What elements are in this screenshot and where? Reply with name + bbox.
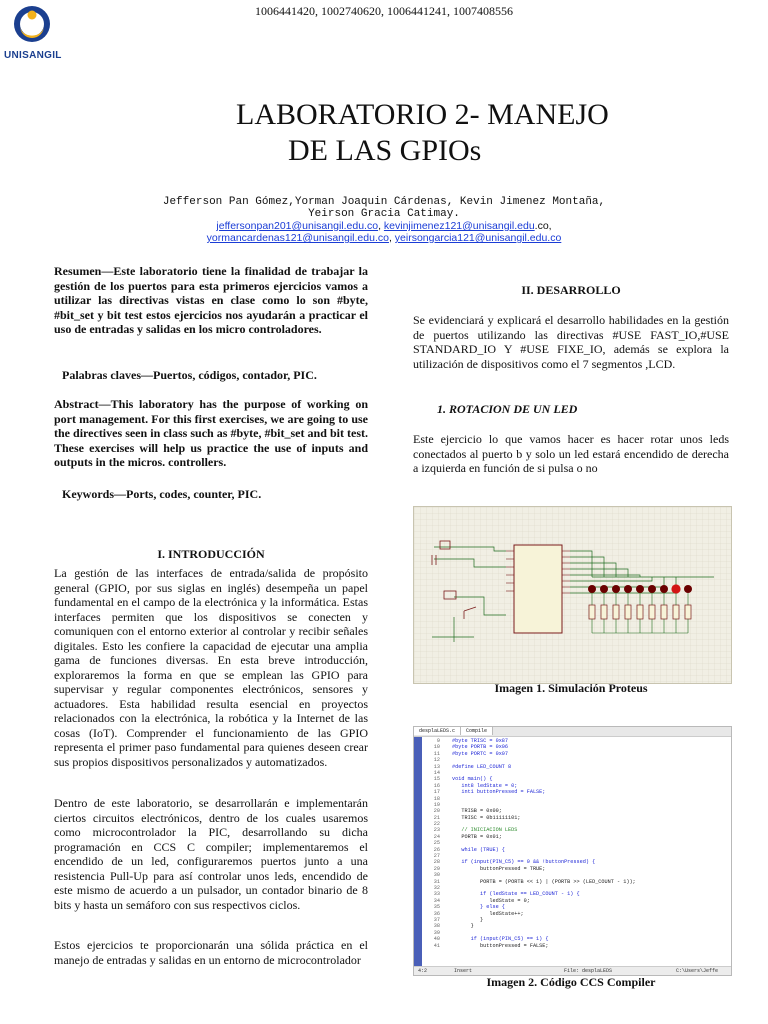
line-number: 24 (433, 833, 440, 840)
line-number: 18 (433, 795, 440, 802)
editor-gutter-bar (414, 737, 422, 967)
line-number: 35 (433, 904, 440, 911)
figure-caption-1: Imagen 1. Simulación Proteus (494, 681, 648, 695)
code-text: } else { (452, 904, 505, 911)
proteus-simulation-image (413, 506, 732, 684)
email-separator: , (378, 220, 384, 232)
status-mode: Insert (454, 968, 473, 974)
line-number: 38 (433, 923, 440, 930)
code-text: } (452, 916, 484, 923)
code-text: // INICIACION LEDS (452, 827, 518, 834)
code-text: if (input(PIN_C5) == 1) { (452, 936, 549, 943)
line-number: 33 (433, 891, 440, 898)
code-lines (426, 738, 731, 949)
code-tab-bar (414, 727, 731, 737)
code-text: #byte PORTC = 0x07 (452, 750, 509, 757)
introduccion-heading: I. INTRODUCCIÓN (157, 547, 265, 561)
line-number: 41 (433, 942, 440, 949)
code-text: PORTB = 0x01; (452, 833, 502, 840)
code-text: buttonPressed = TRUE; (452, 865, 546, 872)
authors-line2: Yeirson Gracia Catimay. (308, 208, 460, 220)
line-number: 28 (433, 859, 440, 866)
line-number: 25 (433, 840, 440, 847)
paper-title-line2: DE LAS GPIOs (288, 134, 482, 167)
code-text: PORTB = (PORTB << 1) | (PORTB >> (LED_COUNT - 1)); (452, 878, 636, 885)
palabras-claves: Palabras claves—Puertos, códigos, contador, PIC. (62, 368, 317, 382)
status-file: File: desplaLEDS (564, 968, 613, 974)
line-number: 10 (433, 744, 440, 751)
code-tab-file[interactable]: desplaLEDS.c (414, 727, 461, 735)
code-text: ledState = 0; (452, 897, 530, 904)
led-array (588, 584, 692, 593)
code-text: while (TRUE) { (452, 846, 505, 853)
line-number: 39 (433, 929, 440, 936)
code-text: if (ledState == LED_COUNT - 1) { (452, 891, 580, 898)
email-link-kevin[interactable]: kevinjimenez121@unisangil.edu (383, 220, 535, 232)
line-number: 20 (433, 808, 440, 815)
line-number: 40 (433, 936, 440, 943)
line-number: 31 (433, 878, 440, 885)
code-text: TRISB = 0x00; (452, 808, 502, 815)
figure-caption-2: Imagen 2. Código CCS Compiler (486, 975, 656, 989)
introduccion-paragraph-1: La gestión de las interfaces de entrada/salida de propósito general (GPIO, por sus siglas en inglés) desempeña un papel fundamental en el campo de la electrónica y la informática. Estas interfaces permiten que los dispositivos se conecten y comuniquen con el entorno exterior al controlar y recibir señales digitales. Esto les confiere la capacidad de ejecutar una amplia gama de funciones diversas. En esta breve introducción, exploraremos la forma en que se emplean las GPIO para supervisar y regular componentes electrónicos, sensores y actuadores. Esta habilidad resulta esencial en proyectos relacionados con la electrónica, la robótica y la Internet de las cosas (IoT). Comprender el funcionamiento de las GPIO representa el primer paso fundamental para quienes deseen crear sus propios dispositivos personalizados y automatizados. (54, 566, 368, 769)
desarrollo-heading: II. DESARROLLO (521, 283, 621, 297)
code-editor (414, 737, 731, 967)
line-number: 14 (433, 769, 440, 776)
status-position: 4:2 (418, 968, 428, 974)
line-number: 34 (433, 897, 440, 904)
code-line (426, 943, 731, 949)
abstract: Abstract—This laboratory has the purpose of working on port management. For this first exercises, we are going to use the directives seen in class such as #byte, #bit_set and bit test. These exercises will help us practice the use of inputs and outputs in the micros. controllers. (54, 397, 368, 469)
code-text: int8 ledState = 0; (452, 782, 518, 789)
code-text: #byte TRISC = 0x87 (452, 738, 509, 744)
authors-line1: Jefferson Pan Gómez,Yorman Joaquin Cárdenas, Kevin Jimenez Montaña, (162, 196, 606, 208)
code-text: } (452, 923, 474, 930)
line-number: 9 (436, 738, 440, 744)
email-link-yorman[interactable]: yormancardenas121@unisangil.edu.co (206, 232, 389, 244)
line-number: 37 (433, 916, 440, 923)
line-number: 16 (433, 782, 440, 789)
line-number: 13 (433, 763, 440, 770)
code-text: TRISC = 0b11111101; (452, 814, 521, 821)
resumen: Resumen—Este laboratorio tiene la finalidad de trabajar la gestión de los puertos para esta primeros ejercicios vamos a utilizar las directivas vistas en clase como lo son #byte, #bit_set y bit test estos ejercicios nos ayudarán a practicar el uso de entradas y salidas en los micro controladores. (54, 264, 368, 336)
email-link-jefferson[interactable]: jeffersonpan201@unisangil.edu.co (216, 220, 379, 232)
code-text: if (input(PIN_C5) == 0 && !buttonPressed) { (452, 859, 596, 866)
line-number: 11 (433, 750, 440, 757)
line-number: 21 (433, 814, 440, 821)
status-path: C:\Users\Jeffe (676, 968, 719, 974)
line-number: 32 (433, 884, 440, 891)
line-number: 26 (433, 846, 440, 853)
line-number: 17 (433, 789, 440, 796)
author-emails (0, 220, 768, 244)
line-number: 23 (433, 827, 440, 834)
email-tail: .co, (534, 220, 552, 232)
proteus-schematic (414, 507, 731, 683)
rotacion-led-heading: 1. ROTACION DE UN LED (437, 402, 578, 416)
line-number: 30 (433, 872, 440, 879)
code-text: ledState++; (452, 910, 524, 917)
rotacion-led-paragraph: Este ejercicio lo que vamos hacer es hacer rotar unos leds conectados al puerto b y solo un led estará encendido de derecha a izquierda en función de si pulsa o no (413, 432, 729, 475)
code-text: int1 buttonPressed = FALSE; (452, 789, 546, 796)
email-link-yeirson[interactable]: yeirsongarcia121@unisangil.edu.co (394, 232, 562, 244)
code-text: #byte PORTB = 0x06 (452, 744, 509, 751)
line-number: 19 (433, 801, 440, 808)
code-text: #define LED_COUNT 8 (452, 763, 512, 770)
code-tab-compile[interactable]: Compile (461, 727, 493, 735)
code-text: void main() { (452, 776, 493, 783)
code-text: buttonPressed = FALSE; (452, 942, 549, 949)
paper-title-line1: LABORATORIO 2- MANEJO (236, 98, 609, 131)
line-number: 22 (433, 821, 440, 828)
line-number: 29 (433, 865, 440, 872)
ccs-code-image (413, 726, 732, 976)
line-number: 27 (433, 853, 440, 860)
line-number: 36 (433, 910, 440, 917)
line-number: 12 (433, 757, 440, 764)
introduccion-paragraph-2: Dentro de este laboratorio, se desarrollarán e implementarán ciertos circuitos electrónicos, dentro de los cuales usaremos como microcontrolador la PIC, desarrollando su dicha programación en CCS C compiler; implementaremos el encendido de un led, configuraremos puertos junto a una resistencia Pull-Up para así controlar unos leds, encendido de este mismo de acuerdo a un pulsador, un contador binario de 8 bits y hasta un semáforo con sus respectivos ciclos. (54, 796, 368, 912)
line-number: 15 (433, 776, 440, 783)
editor-status-bar (414, 966, 731, 975)
introduccion-paragraph-3: Estos ejercicios te proporcionarán una sólida práctica en el manejo de entradas y salidas en un entorno de microcontrolador (54, 938, 368, 967)
desarrollo-paragraph: Se evidenciará y explicará el desarrollo habilidades en la gestión de puertos utilizando las directivas #USE FAST_IO,#USE STANDARD_IO Y #USE FIXE_IO, además se explora la utilización de dispositivos como el 7 segmentos ,LCD. (413, 313, 729, 371)
authors (0, 196, 768, 220)
email-separator: , (388, 232, 395, 244)
logo-text: UNISANGIL (4, 50, 62, 61)
keywords: Keywords—Ports, codes, counter, PIC. (62, 487, 262, 501)
student-ids: 1006441420, 1002740620, 1006441241, 1007408556 (255, 4, 513, 18)
